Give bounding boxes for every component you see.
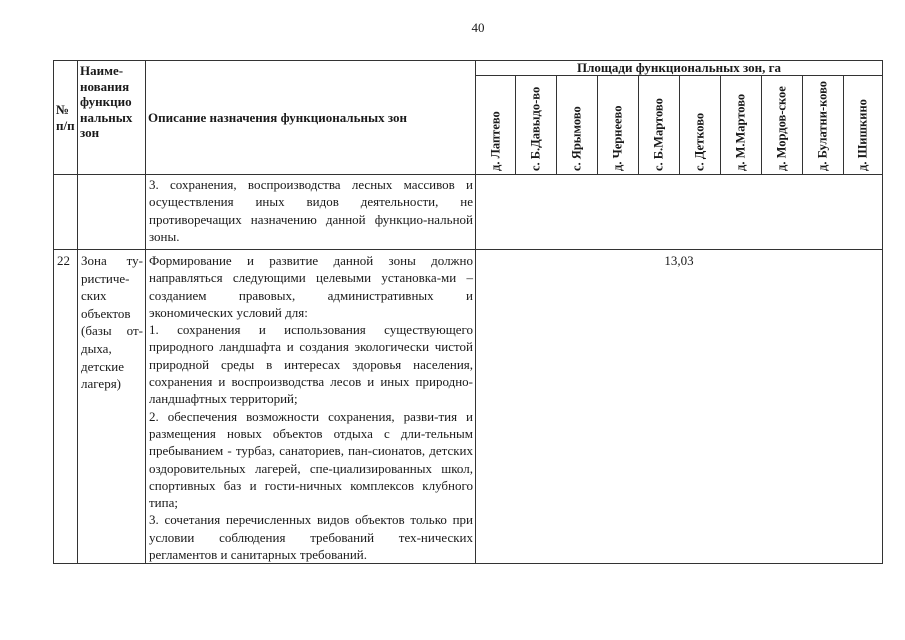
description-paragraph: Формирование и развитие данной зоны должно направляться следующими целевыми установка-ми – созданием правовых, административных и экономических условий для: bbox=[149, 253, 473, 320]
zone-name bbox=[78, 175, 146, 250]
header-description: Описание назначения функциональных зон bbox=[146, 61, 476, 175]
header-settlement bbox=[557, 76, 598, 175]
page-number: 40 bbox=[471, 20, 485, 35]
description-paragraph: 3. сочетания перечисленных видов объектов только при условии соблюдения требований тех-нических регламентов и санитарных требований. bbox=[149, 512, 473, 563]
header-num: № п/п bbox=[54, 61, 78, 175]
settlement-label: д. Лаптево bbox=[488, 111, 502, 171]
settlement-label: д. Чернеево bbox=[610, 105, 625, 171]
table-row bbox=[54, 250, 883, 564]
header-settlement bbox=[762, 76, 803, 175]
settlement-label: д. Шишкино bbox=[855, 99, 870, 171]
header-settlement bbox=[844, 76, 883, 175]
description-paragraph: 1. сохранения и использования существующего природного ландшафта и создания экологически чистой природной среды в интересах здоровья населения, сохранения и воспроизводства лесов и иных природно-ландшафтных территорий; bbox=[149, 322, 473, 407]
zone-area bbox=[476, 175, 883, 250]
settlement-label: с. Ярымово bbox=[569, 106, 584, 171]
row-number bbox=[54, 175, 78, 250]
header-settlement bbox=[721, 76, 762, 175]
settlement-label: с. Б.Давыдо-во bbox=[528, 86, 543, 171]
settlement-label: с. Детково bbox=[692, 112, 707, 171]
zone-description bbox=[146, 250, 476, 564]
header-settlement bbox=[476, 76, 516, 175]
header-settlement bbox=[598, 76, 639, 175]
zone-description bbox=[146, 175, 476, 250]
settlement-label: с. Б.Мартово bbox=[651, 98, 666, 171]
description-paragraph: 3. сохранения, воспроизводства лесных массивов и осуществления иных видов деятельности, не противоречащих назначению данной функцио-нальной зоны. bbox=[149, 177, 473, 244]
settlement-label: д. Мордов-ское bbox=[774, 86, 789, 171]
settlement-label: д. Булатни-ково bbox=[815, 80, 830, 171]
header-settlement bbox=[639, 76, 680, 175]
header-settlement bbox=[680, 76, 721, 175]
settlement-label: д. М.Мартово bbox=[733, 93, 748, 171]
zone-area: 13,03 bbox=[476, 250, 883, 564]
header-area-group: Площади функциональных зон, га bbox=[476, 61, 883, 76]
functional-zones-table bbox=[53, 60, 883, 564]
header-settlement bbox=[803, 76, 844, 175]
header-settlement bbox=[516, 76, 557, 175]
zone-name: Зона ту-ристиче-ских объектов (базы от-дыха, детские лагеря) bbox=[78, 250, 146, 564]
header-row-1 bbox=[54, 61, 883, 76]
header-zone-name: Наиме-нования функцио нальных зон bbox=[78, 61, 146, 175]
description-paragraph: 2. обеспечения возможности сохранения, разви-тия и размещения новых объектов отдыха с дли-тельным пребыванием - турбаз, санаториев, пан-сионатов, детских оздоровительных лагерей, спе-циализированных школ, спортивных баз и гости-ничных комплексов клубного типа; bbox=[149, 408, 473, 511]
row-number: 22 bbox=[54, 250, 78, 564]
table-row bbox=[54, 175, 883, 250]
